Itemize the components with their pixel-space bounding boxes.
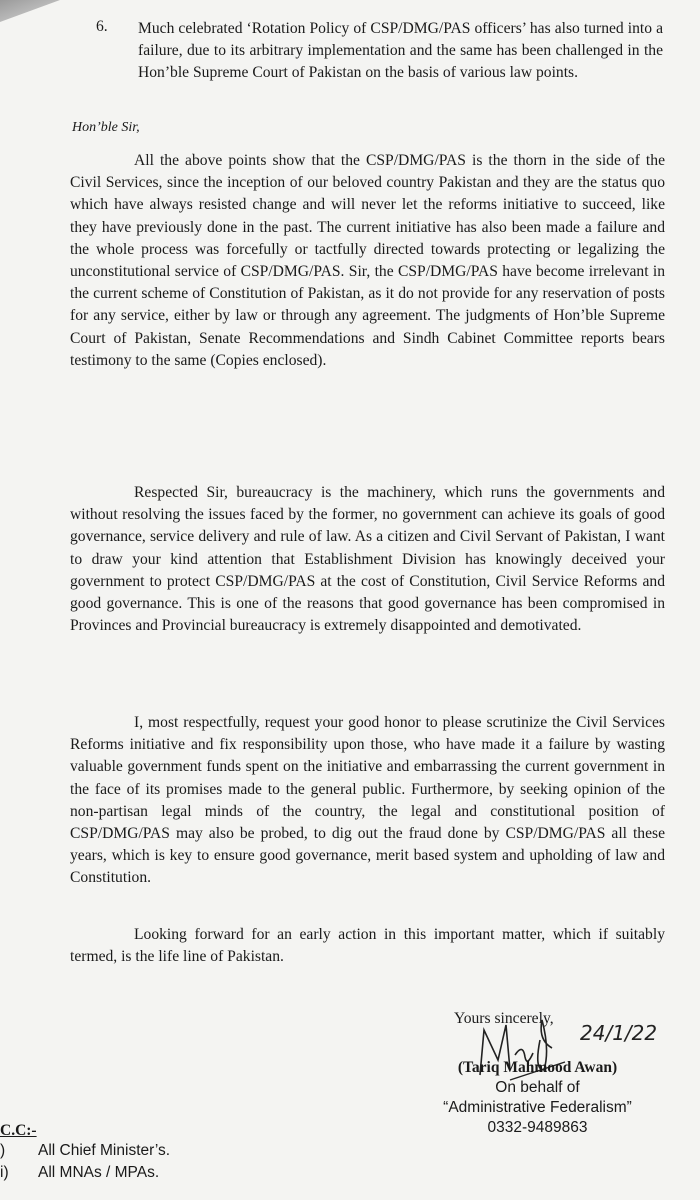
paper-corner-shadow: [0, 0, 60, 22]
signature-block: [400, 1058, 675, 1138]
organization: “Administrative Federalism”: [443, 1099, 632, 1116]
paragraph-1: All the above points show that the CSP/DMG/PAS is the thorn in the side of the Civil Services, since the inception of our beloved country Pakistan and they are the status quo which have always resisted change and will never let the reforms initiative to succeed, like they have previously done in the past. The current initiative has also been made a failure and the whole process was forcefully or tactfully directed towards protecting or legalizing the unconstitutional service of CSP/DMG/PAS. Sir, the CSP/DMG/PAS have become irrelevant in the current scheme of Constitution of Pakistan, as it do not provide for any reservation of posts for any service, either by law or through any agreement. The judgments of Hon’ble Supreme Court of Pakistan, Senate Recommendations and Sindh Cabinet Committee reports bears testimony to the same (Copies enclosed).: [70, 152, 665, 369]
phone-number: 0332-9489863: [487, 1119, 588, 1136]
signatory-name: (Tariq Mahmood Awan): [457, 1059, 618, 1076]
cc-marker: i): [0, 1164, 9, 1181]
cc-item: [0, 1164, 159, 1182]
signature-date: 24/1/22: [580, 1021, 658, 1045]
paragraph-4: Looking forward for an early action in this important matter, which if suitably termed, is the life line of Pakistan.: [70, 926, 665, 966]
item-6-text: Much celebrated ‘Rotation Policy of CSP/DMG/PAS officers’ has also turned into a failure, due to its arbitrary implementation and the same has been challenged in the Hon’ble Supreme Court of Pakistan on the basis of various law points.: [138, 20, 663, 82]
cc-text: All MNAs / MPAs.: [38, 1164, 160, 1181]
salutation: Hon’ble Sir,: [72, 120, 140, 135]
item-number: 6.: [96, 18, 108, 35]
on-behalf: On behalf of: [495, 1079, 580, 1096]
closing: Yours sincerely,: [454, 1010, 554, 1027]
paragraph-3: I, most respectfully, request your good honor to please scrutinize the Civil Services Reforms initiative and fix responsibility upon those, who have made it a failure by wasting valuable government funds spent on the initiative and embarrassing the current government in the face of its promises made to the general public. Furthermore, by seeking opinion of the non-partisan legal minds of the country, the legal and constitutional position of CSP/DMG/PAS may also be probed, to dig out the fraud done by CSP/DMG/PAS all these years, which is key to ensure good governance, merit based system and upholding of law and Constitution.: [70, 714, 665, 887]
cc-item: [0, 1142, 170, 1160]
cc-heading: C.C:-: [0, 1122, 37, 1139]
cc-text: All Chief Minister’s.: [38, 1142, 171, 1159]
cc-marker: ): [0, 1142, 6, 1159]
paragraph-2: Respected Sir, bureaucracy is the machinery, which runs the governments and without resolving the issues faced by the former, no government can achieve its goals of good governance, service delivery and rule of law. As a citizen and Civil Servant of Pakistan, I want to draw your kind attention that Establishment Division has knowingly deceived your government to protect CSP/DMG/PAS at the cost of Constitution, Civil Service Reforms and good governance. This is one of the reasons that good governance has been compromised in Provinces and Provincial bureaucracy is extremely disappointed and demotivated.: [70, 484, 665, 635]
